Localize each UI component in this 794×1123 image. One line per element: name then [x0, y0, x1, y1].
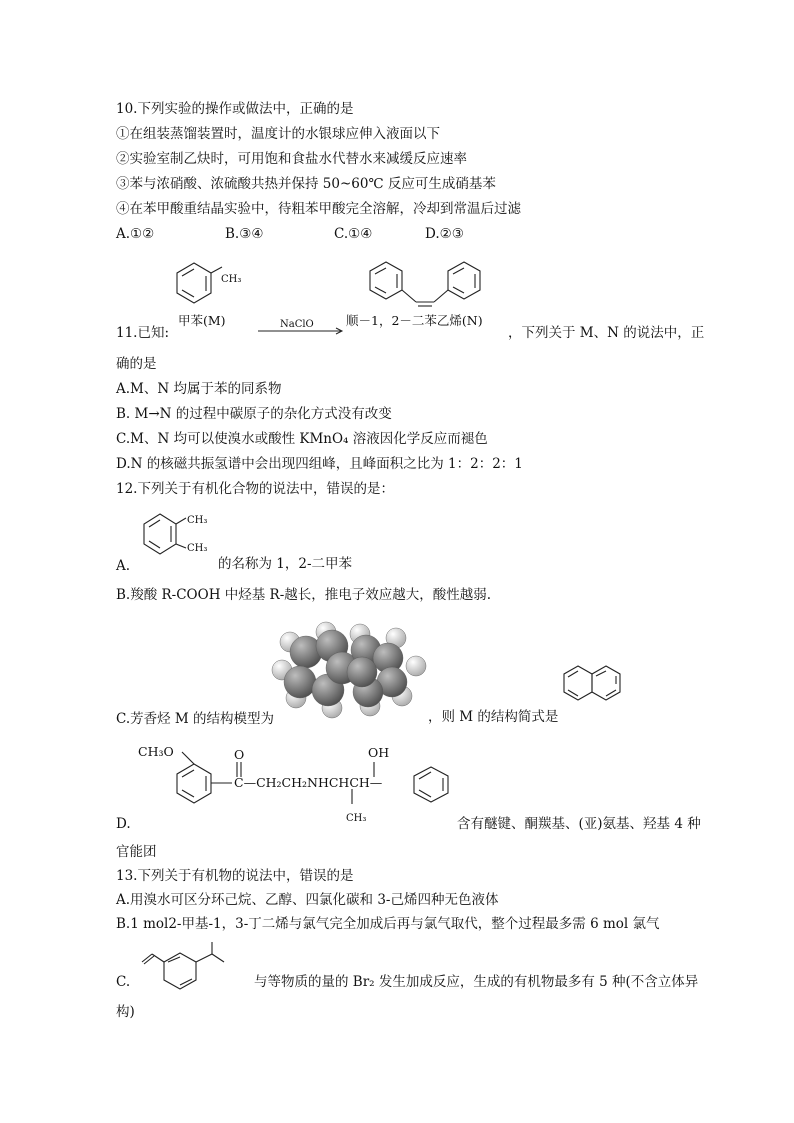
toluene-structure — [170, 258, 260, 318]
q11-option-d: D.N 的核磁共振氢谱中会出现四组峰，且峰面积之比为 1：2：2：1 — [116, 456, 523, 472]
reaction-reagent: NaClO — [280, 319, 314, 330]
q10-item-3: ③苯与浓硝酸、浓硫酸共热并保持 50~60℃ 反应可生成硝基苯 — [116, 176, 496, 192]
q10-stem: 10.下列实验的操作或做法中，正确的是 — [116, 101, 354, 117]
q12-d-text: 含有醚键、酮羰基、(亚)氨基、羟基 4 种 — [457, 816, 701, 832]
q11-prefix: 11.已知: — [116, 325, 170, 341]
q12-a-text: 的名称为 1，2-二甲苯 — [218, 556, 353, 572]
toluene-ch3-label: CH₃ — [221, 274, 242, 285]
q11-suffix: ，下列关于 M、N 的说法中，正 — [508, 325, 705, 341]
q10-option-b: B.③④ — [225, 226, 264, 242]
naphthalene-space-filling-model — [270, 624, 430, 716]
q13-stem: 13.下列关于有机物的说法中，错误的是 — [116, 868, 354, 884]
q12-c-prefix: C.芳香烃 M 的结构模型为 — [116, 711, 275, 727]
q12-c-mid: ，则 M 的结构简式是 — [428, 709, 559, 725]
xylene-ch3-bottom: CH₃ — [187, 543, 208, 554]
q10-option-a: A.①② — [116, 226, 155, 242]
q13-b-text: B.1 mol2-甲基-1，3-丁二烯与氯气完全加成后再与氯气取代，整个过程最多需 6 mol 氯气 — [116, 916, 660, 932]
q10-option-d: D.②③ — [425, 226, 464, 242]
q12-d-text-cont: 官能团 — [116, 844, 157, 860]
q10-item-2: ②实验室制乙炔时，可用饱和食盐水代替水来减缓反应速率 — [116, 151, 467, 167]
q12-d-o: O — [234, 747, 245, 762]
q13-a-text: A.用溴水可区分环己烷、乙醇、四氯化碳和 3-己烯四种无色液体 — [116, 892, 499, 908]
xylene-ch3-top: CH₃ — [187, 515, 208, 526]
q11-option-c: C.M、N 均可以使溴水或酸性 KMnO₄ 溶液因化学反应而褪色 — [116, 431, 488, 447]
vinyl-isopropyl-cyclohexadiene-structure — [140, 948, 250, 992]
q12-stem: 12.下列关于有机化合物的说法中，错误的是： — [116, 481, 394, 497]
stilbene-structure — [368, 258, 498, 314]
q10-option-c: C.①④ — [334, 226, 373, 242]
q10-item-1: ①在组装蒸馏装置时，温度计的水银球应伸入液面以下 — [116, 126, 440, 142]
q11-stem-cont: 确的是 — [116, 356, 157, 372]
stilbene-label: 顺－1，2－二苯乙烯(N) — [346, 313, 483, 328]
q10-item-4: ④在苯甲酸重结晶实验中，待粗苯甲酸完全溶解，冷却到常温后过滤 — [116, 201, 521, 217]
q12-d-ch3o: CH₃O — [138, 744, 174, 759]
q12-d-oh: OH — [368, 745, 390, 760]
naphthalene-structure — [562, 664, 626, 704]
q12-d-prefix: D. — [116, 816, 131, 832]
reaction-arrow-icon — [258, 327, 344, 335]
q11-option-b: B. M→N 的过程中碳原子的杂化方式没有改变 — [116, 406, 392, 422]
q13-c-text-cont: 构) — [116, 1004, 135, 1020]
q12-d-chain: C—CH₂CH₂NHCHCH— — [234, 775, 383, 790]
q12-a-prefix: A. — [116, 558, 131, 574]
toluene-label: 甲苯(M) — [178, 313, 226, 328]
q11-option-a: A.M、N 均属于苯的同系物 — [116, 381, 282, 397]
q12-b-text: B.羧酸 R-COOH 中烃基 R-越长，推电子效应越大，酸性越弱. — [116, 587, 492, 603]
xylene-structure — [140, 508, 220, 566]
q13-c-prefix: C. — [116, 974, 131, 990]
q12-d-ch3: CH₃ — [346, 813, 367, 824]
q13-c-text: 与等物质的量的 Br₂ 发生加成反应，生成的有机物最多有 5 种(不含立体异 — [254, 974, 699, 990]
